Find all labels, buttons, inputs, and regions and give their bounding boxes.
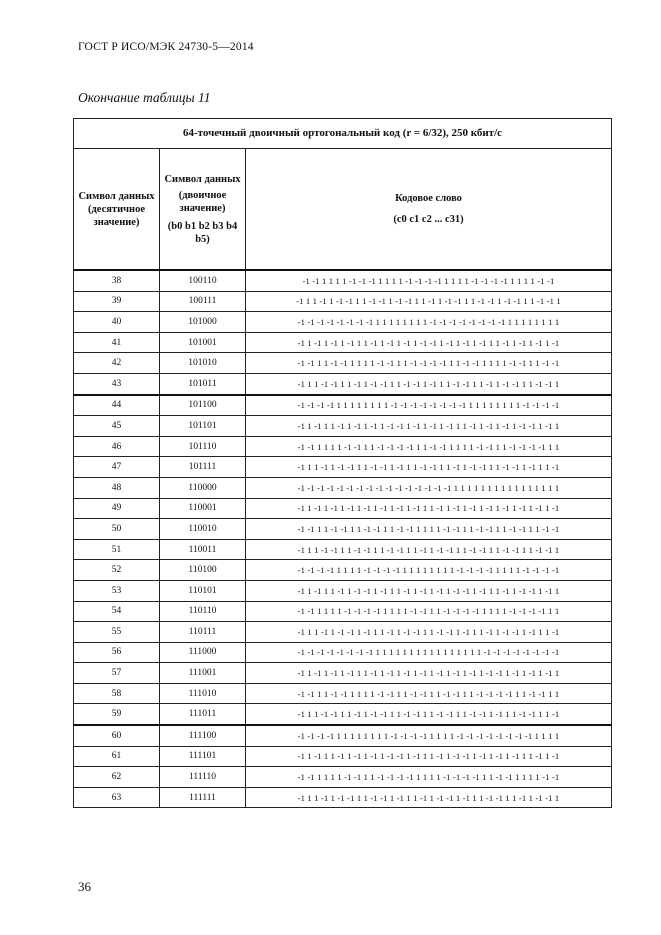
table-row bbox=[74, 395, 612, 416]
cell-codeword: -1 1 1 -1 -1 1 1 -1 -1 1 1 -1 -1 1 1 -1 1 -1 -1 1 1 -1 -1 1 1 -1 -1 1 1 -1 -1 1 bbox=[246, 539, 612, 560]
table-row bbox=[74, 704, 612, 725]
cell-binary: 101011 bbox=[160, 373, 246, 394]
cell-binary: 101101 bbox=[160, 416, 246, 437]
table-row bbox=[74, 270, 612, 291]
cell-codeword: -1 -1 1 1 1 1 -1 -1 -1 -1 1 1 1 1 -1 -1 1 1 -1 -1 -1 -1 1 1 1 1 -1 -1 -1 -1 1 1 bbox=[246, 601, 612, 622]
cell-binary: 101001 bbox=[160, 332, 246, 353]
cell-binary: 110101 bbox=[160, 580, 246, 601]
cell-decimal: 38 bbox=[74, 270, 160, 291]
cell-binary: 110010 bbox=[160, 519, 246, 540]
cell-decimal: 51 bbox=[74, 539, 160, 560]
cell-codeword: -1 -1 -1 -1 1 1 1 1 1 1 1 1 -1 -1 -1 -1 1 1 1 1 -1 -1 -1 -1 -1 -1 -1 -1 1 1 1 1 bbox=[246, 725, 612, 746]
cell-binary: 110000 bbox=[160, 477, 246, 498]
table-row bbox=[74, 332, 612, 353]
cell-codeword: -1 1 1 -1 1 -1 -1 1 1 -1 -1 1 -1 1 1 -1 -1 1 1 -1 1 -1 -1 1 1 -1 -1 1 -1 1 1 -1 bbox=[246, 457, 612, 478]
cell-codeword: -1 -1 -1 -1 -1 -1 -1 -1 1 1 1 1 1 1 1 1 1 1 1 1 1 1 1 1 -1 -1 -1 -1 -1 -1 -1 -1 bbox=[246, 642, 612, 663]
cell-codeword: -1 1 -1 1 1 -1 1 -1 1 -1 1 -1 -1 1 -1 1 1 -1 1 -1 -1 1 -1 1 -1 1 -1 1 1 -1 1 -1 bbox=[246, 746, 612, 767]
table-caption: Окончание таблицы 11 bbox=[78, 90, 211, 105]
cell-codeword: -1 -1 1 1 -1 -1 1 1 -1 -1 1 1 -1 -1 1 1 1 1 -1 -1 1 1 -1 -1 1 1 -1 -1 1 1 -1 -1 bbox=[246, 519, 612, 540]
cell-binary: 111010 bbox=[160, 683, 246, 704]
header-binary-value bbox=[160, 149, 246, 271]
cell-decimal: 39 bbox=[74, 291, 160, 312]
cell-decimal: 61 bbox=[74, 746, 160, 767]
cell-decimal: 63 bbox=[74, 787, 160, 808]
header-decimal-value: Символ данных (десятичное значение) bbox=[74, 149, 160, 271]
cell-binary: 101010 bbox=[160, 353, 246, 374]
cell-codeword: -1 -1 1 1 -1 -1 1 1 1 1 -1 -1 1 1 -1 -1 -1 -1 1 1 -1 -1 1 1 1 1 -1 -1 1 1 -1 -1 bbox=[246, 353, 612, 374]
cell-binary: 110111 bbox=[160, 622, 246, 643]
table-row bbox=[74, 663, 612, 684]
cell-decimal: 56 bbox=[74, 642, 160, 663]
table-row bbox=[74, 601, 612, 622]
cell-binary: 111110 bbox=[160, 767, 246, 788]
header-codeword-line1: Кодовое слово bbox=[395, 193, 462, 204]
cell-codeword: -1 1 1 -1 1 -1 -1 1 -1 1 1 -1 1 -1 -1 1 1 -1 -1 1 -1 1 1 -1 1 -1 -1 1 -1 1 1 -1 bbox=[246, 622, 612, 643]
cell-decimal: 40 bbox=[74, 312, 160, 333]
document-header: ГОСТ Р ИСО/МЭК 24730-5—2014 bbox=[78, 41, 254, 53]
header-binary-line3: (b0 b1 b2 b3 b4 b5) bbox=[167, 220, 238, 245]
cell-binary: 111100 bbox=[160, 725, 246, 746]
table-row bbox=[74, 519, 612, 540]
cell-codeword: -1 -1 -1 -1 1 1 1 1 1 1 1 1 -1 -1 -1 -1 -1 -1 -1 -1 1 1 1 1 1 1 1 1 -1 -1 -1 -1 bbox=[246, 395, 612, 416]
table-row bbox=[74, 746, 612, 767]
cell-codeword: -1 -1 -1 -1 1 1 1 1 -1 -1 -1 -1 1 1 1 1 1 1 1 1 -1 -1 -1 -1 1 1 1 1 -1 -1 -1 -1 bbox=[246, 560, 612, 581]
cell-binary: 111111 bbox=[160, 787, 246, 808]
cell-codeword: -1 -1 -1 -1 -1 -1 -1 -1 1 1 1 1 1 1 1 1 -1 -1 -1 -1 -1 -1 -1 -1 1 1 1 1 1 1 1 1 bbox=[246, 312, 612, 333]
cell-decimal: 47 bbox=[74, 457, 160, 478]
cell-binary: 100110 bbox=[160, 270, 246, 291]
table-row bbox=[74, 725, 612, 746]
table-row bbox=[74, 436, 612, 457]
table-row bbox=[74, 498, 612, 519]
table-row bbox=[74, 353, 612, 374]
cell-decimal: 41 bbox=[74, 332, 160, 353]
cell-binary: 101100 bbox=[160, 395, 246, 416]
cell-binary: 101111 bbox=[160, 457, 246, 478]
table-row bbox=[74, 622, 612, 643]
table-row bbox=[74, 477, 612, 498]
table-row bbox=[74, 539, 612, 560]
table-row bbox=[74, 580, 612, 601]
cell-binary: 111000 bbox=[160, 642, 246, 663]
cell-binary: 110110 bbox=[160, 601, 246, 622]
cell-codeword: -1 -1 1 1 1 1 -1 -1 -1 1 1 1 1 -1 -1 -1 -1 1 1 1 1 -1 -1 -1 -1 1 1 1 1 -1 -1 bbox=[246, 270, 612, 291]
table-row bbox=[74, 373, 612, 394]
cell-decimal: 62 bbox=[74, 767, 160, 788]
cell-decimal: 44 bbox=[74, 395, 160, 416]
table-title: 64-точечный двоичный ортогональный код (r = 6/32), 250 кбит/с bbox=[74, 119, 612, 149]
cell-binary: 110001 bbox=[160, 498, 246, 519]
cell-binary: 110100 bbox=[160, 560, 246, 581]
cell-codeword: -1 -1 1 1 1 1 -1 -1 1 1 -1 -1 -1 -1 1 1 1 1 -1 -1 -1 -1 1 1 -1 -1 1 1 1 1 -1 -1 bbox=[246, 767, 612, 788]
cell-binary: 101110 bbox=[160, 436, 246, 457]
cell-codeword: -1 -1 1 1 -1 -1 1 1 1 1 -1 -1 1 1 -1 -1 1 1 -1 -1 1 1 -1 -1 -1 -1 1 1 -1 -1 1 1 bbox=[246, 683, 612, 704]
cell-codeword: -1 1 1 -1 -1 1 1 -1 1 -1 -1 1 1 -1 -1 1 -1 1 1 -1 -1 1 1 -1 1 -1 -1 1 1 -1 -1 1 bbox=[246, 373, 612, 394]
cell-decimal: 59 bbox=[74, 704, 160, 725]
cell-codeword: -1 1 1 -1 1 -1 -1 1 1 -1 -1 1 -1 1 1 -1 1 -1 -1 1 -1 1 1 -1 -1 1 1 -1 1 -1 -1 1 bbox=[246, 787, 612, 808]
cell-codeword: -1 -1 -1 -1 -1 -1 -1 -1 -1 -1 -1 -1 -1 -1 -1 -1 1 1 1 1 1 1 1 1 1 1 1 1 1 1 1 1 bbox=[246, 477, 612, 498]
table-body bbox=[74, 270, 612, 808]
header-binary-line2: (двоичное значение) bbox=[178, 189, 227, 214]
cell-codeword: -1 -1 1 1 1 1 -1 -1 1 1 -1 -1 -1 -1 1 1 -1 -1 1 1 1 1 -1 -1 1 1 -1 -1 -1 -1 1 1 bbox=[246, 436, 612, 457]
cell-decimal: 42 bbox=[74, 353, 160, 374]
table-row bbox=[74, 642, 612, 663]
cell-decimal: 46 bbox=[74, 436, 160, 457]
cell-decimal: 43 bbox=[74, 373, 160, 394]
cell-codeword: -1 1 1 -1 -1 1 1 -1 1 -1 -1 1 1 -1 -1 1 1 -1 -1 1 1 -1 -1 1 -1 1 1 -1 -1 1 1 -1 bbox=[246, 704, 612, 725]
cell-codeword: -1 1 1 -1 1 -1 -1 1 1 -1 -1 1 -1 -1 1 1 -1 1 -1 -1 1 1 -1 -1 1 -1 -1 1 1 -1 -1 1 bbox=[246, 291, 612, 312]
table-row bbox=[74, 312, 612, 333]
cell-decimal: 45 bbox=[74, 416, 160, 437]
cell-decimal: 55 bbox=[74, 622, 160, 643]
table-row bbox=[74, 560, 612, 581]
header-codeword bbox=[246, 149, 612, 271]
table-row bbox=[74, 416, 612, 437]
cell-codeword: -1 1 -1 1 1 -1 1 -1 1 -1 1 -1 -1 1 -1 1 -1 1 -1 1 1 -1 1 -1 1 -1 1 -1 -1 1 -1 1 bbox=[246, 416, 612, 437]
cell-binary: 111001 bbox=[160, 663, 246, 684]
cell-decimal: 54 bbox=[74, 601, 160, 622]
page-number: 36 bbox=[78, 879, 91, 894]
cell-decimal: 57 bbox=[74, 663, 160, 684]
cell-binary: 110011 bbox=[160, 539, 246, 560]
table-row bbox=[74, 787, 612, 808]
cell-decimal: 50 bbox=[74, 519, 160, 540]
cell-codeword: -1 1 -1 1 -1 1 -1 1 1 -1 1 -1 1 -1 1 -1 1 -1 1 -1 1 -1 1 -1 -1 1 -1 1 -1 1 -1 1 bbox=[246, 663, 612, 684]
cell-decimal: 49 bbox=[74, 498, 160, 519]
cell-codeword: -1 1 -1 1 1 -1 1 -1 -1 1 -1 1 1 -1 1 -1 1 -1 1 -1 -1 1 -1 1 1 -1 1 -1 -1 1 -1 1 bbox=[246, 580, 612, 601]
cell-decimal: 58 bbox=[74, 683, 160, 704]
cell-decimal: 48 bbox=[74, 477, 160, 498]
cell-binary: 100111 bbox=[160, 291, 246, 312]
header-codeword-line2: (c0 c1 c2 ... c31) bbox=[393, 214, 464, 225]
cell-codeword: -1 1 -1 1 -1 1 -1 1 1 -1 1 -1 1 -1 1 -1 -1 1 -1 1 -1 1 -1 1 1 -1 1 -1 1 -1 1 -1 bbox=[246, 332, 612, 353]
table-row bbox=[74, 767, 612, 788]
cell-decimal: 53 bbox=[74, 580, 160, 601]
table-row bbox=[74, 457, 612, 478]
cell-codeword: -1 1 -1 1 -1 1 -1 1 -1 1 -1 1 -1 1 -1 1 1 -1 1 -1 1 -1 1 -1 1 -1 1 -1 1 -1 1 -1 bbox=[246, 498, 612, 519]
cell-binary: 111101 bbox=[160, 746, 246, 767]
table-row bbox=[74, 683, 612, 704]
cell-decimal: 52 bbox=[74, 560, 160, 581]
cell-binary: 101000 bbox=[160, 312, 246, 333]
cell-decimal: 60 bbox=[74, 725, 160, 746]
cell-binary: 111011 bbox=[160, 704, 246, 725]
table-row bbox=[74, 291, 612, 312]
header-binary-line1: Символ данных bbox=[164, 173, 241, 185]
codeword-table bbox=[73, 118, 612, 808]
